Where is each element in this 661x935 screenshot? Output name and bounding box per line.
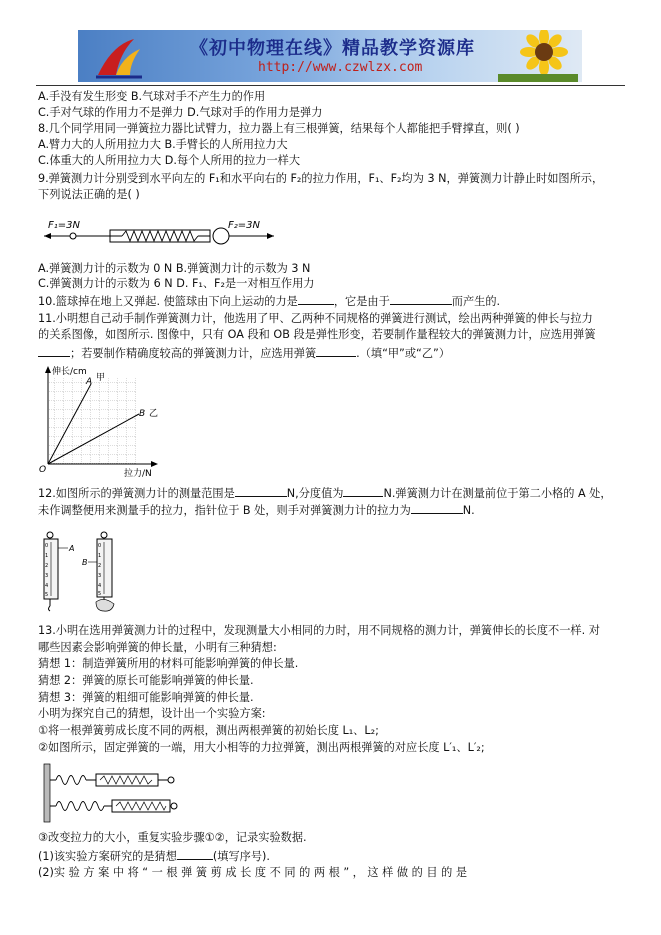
answer-blank[interactable] (316, 345, 356, 357)
point-a-label: A (86, 377, 93, 387)
question-13-line-2: 猜想 1：制造弹簧所用的材料可能影响弹簧的伸长量. (38, 657, 299, 670)
text-line-1: C.手对气球的作用力不是弹力 D.气球对手的作用力是弹力 (38, 106, 323, 119)
answer-blank[interactable] (343, 485, 383, 497)
question-13-line-5: 小明为探究自己的猜想，设计出一个实验方案: (38, 707, 266, 720)
answer-blank[interactable] (298, 293, 334, 305)
origin-label: O (39, 465, 47, 475)
extension-force-graph (36, 364, 166, 478)
answer-blank[interactable] (235, 485, 287, 497)
question-13-part-1: (1)该实验方案研究的是猜想 (填写序号). (38, 850, 270, 863)
text-line-6: 下列说法正确的是( ) (38, 188, 140, 201)
question-11-line-2: 的关系图像，如图所示. 图像中，只有 OA 段和 OB 段是弹性形变，若要制作量程较大的弹簧测力计，应选用弹簧 (38, 328, 596, 341)
question-13-line-3: 猜想 2：弹簧的原长可能影响弹簧的伸长量. (38, 674, 254, 687)
site-logo (94, 35, 144, 79)
text-line-7: A.弹簧测力计的示数为 0 N B.弹簧测力计的示数为 3 N (38, 262, 311, 275)
sunflower-image (498, 30, 578, 82)
svg-text:1: 1 (98, 553, 102, 559)
question-13-line-0: 13.小明在选用弹簧测力计的过程中，发现测量大小相同的力时，用不同规格的测力计，弹簧伸长的长度不一样. 对 (38, 624, 600, 637)
hand-icon (96, 599, 114, 611)
text-line-5: 9.弹簧测力计分别受到水平向左的 F₁和水平向右的 F₂的拉力作用，F₁、F₂均为 3 N，弹簧测力计静止时如图所示， (38, 172, 604, 185)
question-13-line-7: ②如图所示，固定弹簧的一端，用大小相等的力拉弹簧，测出两根弹簧的对应长度 L′₁、L′₂; (38, 741, 485, 754)
question-13-part-2: (2)实 验 方 案 中 将 “ 一 根 弹 簧 剪 成 长 度 不 同 的 两 根 ” ， 这 样 做 的 目 的 是 (38, 866, 468, 879)
question-13-line-8: ③改变拉力的大小，重复实验步骤①②，记录实验数据. (38, 831, 307, 844)
y-axis-label: 伸长/cm (52, 367, 87, 377)
svg-text:5: 5 (45, 592, 49, 598)
pointer-a-label: A (69, 544, 75, 553)
svg-text:4: 4 (98, 583, 102, 589)
question-13-line-6: ①将一根弹簧剪成长度不同的两根，测出两根弹簧的初始长度 L₁、L₂; (38, 724, 379, 737)
question-10: 10.篮球掉在地上又弹起. 使篮球由下向上运动的力是 ，它是由于 而产生的. (38, 295, 501, 308)
question-12-line-2: 未作调整便用来测量手的拉力，指针位于 B 处，则手对弹簧测力计的拉力为 N. (38, 504, 475, 517)
svg-text:0: 0 (98, 543, 102, 549)
header-banner (78, 30, 582, 82)
question-13-line-1: 哪些因素会影响弹簧的伸长量，小明有三种猜想: (38, 641, 277, 654)
question-11-line-1: 11.小明想自己动手制作弹簧测力计，他选用了甲、乙两种不同规格的弹簧进行测试，绘出两种弹簧的伸长与拉力 (38, 312, 593, 325)
question-11-line-3: ；若要制作精确度较高的弹簧测力计，应选用弹簧 .（填“甲”或“乙”） (38, 345, 450, 361)
question-13-line-4: 猜想 3：弹簧的粗细可能影响弹簧的伸长量. (38, 691, 254, 704)
spring-scale-vertical-figure (38, 530, 138, 612)
question-12-line-1: 12.如图所示的弹簧测力计的测量范围是 N,分度值为 N.弹簧测力计在测量前位于第二小格的 A 处， (38, 487, 612, 500)
spring-scale-horizontal-figure (40, 208, 280, 256)
svg-text:4: 4 (45, 583, 49, 589)
text-line-0: A.手没有发生形变 B.气球对手不产生力的作用 (38, 90, 266, 103)
answer-blank[interactable] (177, 848, 213, 860)
text-line-2: 8.几个同学用同一弹簧拉力器比试臂力，拉力器上有三根弹簧，结果每个人都能把手臂撑直，则( ) (38, 122, 520, 135)
svg-text:1: 1 (45, 553, 49, 559)
svg-text:2: 2 (98, 563, 102, 569)
svg-text:2: 2 (45, 563, 49, 569)
text-line-4: C.体重大的人所用拉力大 D.每个人所用的拉力一样大 (38, 154, 301, 167)
answer-blank[interactable] (390, 293, 452, 305)
answer-blank[interactable] (411, 502, 463, 514)
svg-text:3: 3 (45, 573, 49, 579)
x-axis-label: 拉力/N (124, 469, 152, 478)
svg-text:0: 0 (45, 543, 49, 549)
f1-label: F₁=3N (48, 220, 80, 231)
answer-blank[interactable] (38, 345, 70, 357)
text-line-3: A.臂力大的人所用拉力大 B.手臂长的人所用拉力大 (38, 138, 288, 151)
two-springs-figure (42, 762, 182, 824)
banner-url[interactable]: http://www.czwlzx.com (258, 60, 423, 75)
spring-jia-label: 甲 (96, 373, 106, 383)
spring-yi-label: 乙 (149, 409, 159, 419)
f2-label: F₂=3N (228, 220, 260, 231)
banner-title: 《初中物理在线》精品教学资源库 (190, 38, 475, 59)
svg-text:3: 3 (98, 573, 102, 579)
header-divider (36, 85, 625, 86)
pointer-b-label: B (82, 558, 88, 567)
point-b-label: B (139, 409, 146, 419)
svg-text:5: 5 (98, 591, 102, 597)
text-line-8: C.弹簧测力计的示数为 6 N D. F₁、F₂是一对相互作用力 (38, 277, 315, 290)
